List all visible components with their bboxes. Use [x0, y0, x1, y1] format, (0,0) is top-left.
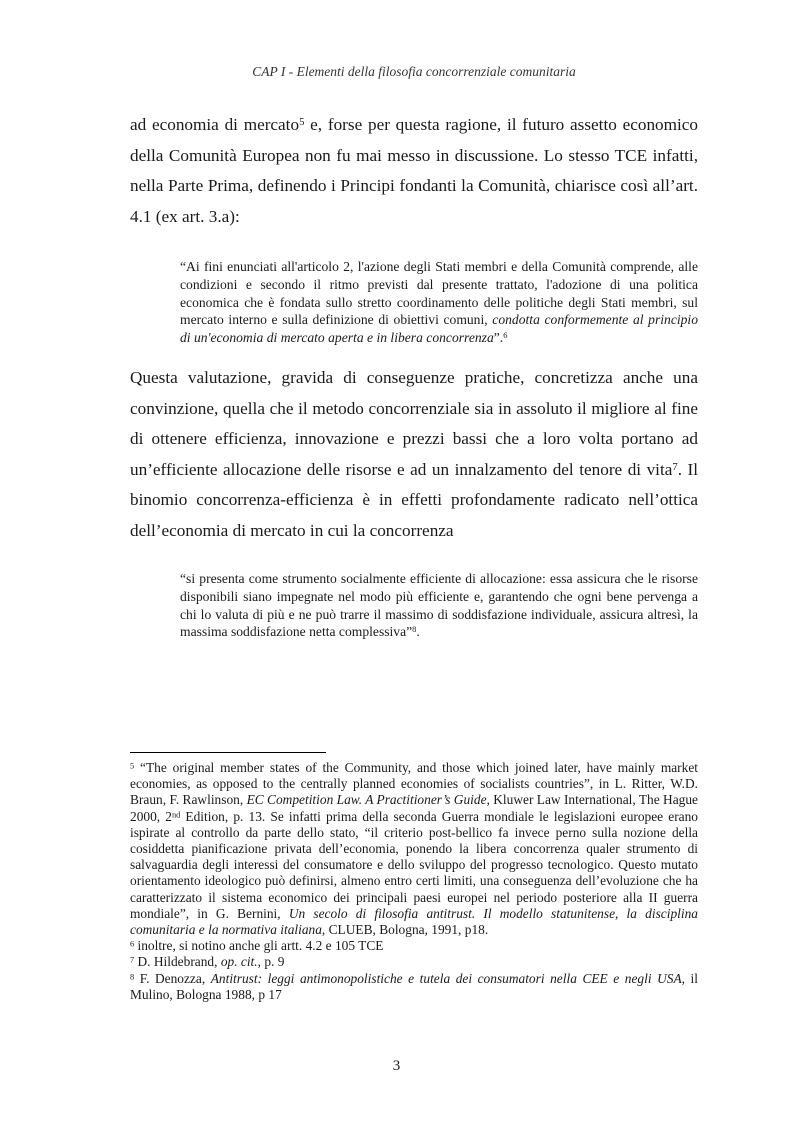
- footnote-ref-5: 5: [299, 117, 305, 129]
- footnote-italic: EC Competition Law. A Practitioner’s Guide,: [246, 792, 490, 808]
- quote-end: ”.: [493, 330, 504, 346]
- footnotes: [130, 760, 698, 1003]
- ordinal-suffix: nd: [171, 809, 181, 819]
- paragraph-text: ad economia di mercato: [130, 115, 300, 134]
- quote-text: “si presenta come strumento socialmente efficiente di allocazione: essa assicura che le risorse disponibili siano impegnate nel modo più efficiente e, garantendo che ogni bene pervenga a chi lo valuta di più e ne può trarre il massimo di soddisfazione individuale, assicura altresì, la massima soddisfazione netta complessiva”: [180, 571, 698, 640]
- footnote-text: , CLUEB, Bologna, 1991, p18.: [321, 922, 489, 938]
- quote-end: .: [416, 624, 420, 640]
- block-quote-2: [180, 570, 698, 641]
- quote-text: “Ai fini enunciati all'articolo 2, l'azione degli Stati membri e della Comunità comprende, alle condizioni e secondo il ritmo previsti dal presente trattato, l'adozione di una politica economica che è fondata sullo stretto coordinamento delle politiche degli Stati membri, sul mercato interno e sulla definizione di obiettivi comuni,: [180, 259, 698, 328]
- page-number: 3: [392, 1058, 401, 1074]
- body-paragraph-2: [130, 363, 698, 546]
- footnote-text: “The original member states of the Community, and those which joined later, have mainly market economies, as opposed to the centrally planned economies of socialists countries”, in L. Ritter, W.D. Braun, F. Rawlinson,: [130, 760, 698, 808]
- paragraph-text: . Il binomio concorrenza-efficienza è in effetti profondamente radicato nell’ottica dell’economia di mercato in cui la concorrenza: [130, 459, 699, 540]
- footnote-italic: op. cit.: [220, 954, 258, 970]
- footnote-ref-6: 6: [503, 330, 508, 341]
- footnote-number: 7: [130, 955, 135, 965]
- footnote-text: Edition, p. 13. Se infatti prima della seconda Guerra mondiale le legislazioni europee erano ispirate al controllo da parte dello stato, “il criterio post-bellico fa invece perno sulla nozione della cosiddetta pianificazione privata dell’economia, ponendo la libera concorrenza qualer strumento di salvaguardia degli interessi del consumatore e dello sviluppo del progresso tecnologico. Questo mutato orientamento ideologico può definirsi, almeno entro certi limiti, una conseguenza dell’evoluzione che ha caratterizzato il sistema economico dei principali paesi europei nel periodo posteriore alla II guerra mondiale”, in G. Bernini,: [130, 808, 699, 921]
- footnote-text: Kluwer Law International, The Hague 2000, 2: [130, 792, 698, 824]
- footnote-italic: Un secolo di filosofia antitrust. Il modello statunitense, la disciplina comunitaria e la normativa italiana: [130, 905, 698, 938]
- footnote-text: , p. 9: [257, 954, 285, 970]
- footnote-ref-8: 8: [412, 624, 417, 635]
- footnote-text: F. Denozza,: [134, 970, 211, 986]
- footnote-number: 5: [130, 761, 135, 771]
- footnote-text: D. Hildebrand,: [134, 954, 221, 970]
- body-paragraph-1: [130, 110, 698, 232]
- footnote-6: [130, 938, 698, 954]
- footnote-8: [130, 971, 698, 1003]
- footnote-number: 8: [130, 971, 135, 981]
- paragraph-text: Questa valutazione, gravida di conseguenze pratiche, concretizza anche una convinzione, quella che il metodo concorrenziale sia in assoluto il migliore al fine di ottenere efficienza, innovazione e prezzi bassi che a loro volta portano ad un’efficiente allocazione delle risorse e ad un innalzamento del tenore di vita: [130, 368, 698, 479]
- footnote-7: [130, 954, 698, 970]
- running-header: CAP I - Elementi della filosofia concorrenziale comunitaria: [252, 64, 576, 79]
- footnote-italic: Antitrust: leggi antimonopolistiche e tutela dei consumatori nella CEE e negli USA: [210, 970, 682, 986]
- quote-italic: condotta conformemente al principio di un'economia di mercato aperta e in libera concorrenza: [180, 312, 698, 346]
- block-quote-1: [180, 258, 698, 347]
- footnote-number: 6: [130, 939, 135, 949]
- footnote-text: , il Mulino, Bologna 1988, p 17: [130, 970, 698, 1002]
- footnote-separator: [130, 752, 326, 753]
- footnote-5: [130, 760, 698, 938]
- paragraph-text: e, forse per questa ragione, il futuro assetto economico della Comunità Europea non fu mai messo in discussione. Lo stesso TCE infatti, nella Parte Prima, definendo i Principi fondanti la Comunità, chiarisce così all’art. 4.1 (ex art. 3.a):: [130, 115, 698, 226]
- footnote-text: inoltre, si notino anche gli artt. 4.2 e 105 TCE: [134, 938, 384, 954]
- footnote-ref-7: 7: [672, 461, 678, 473]
